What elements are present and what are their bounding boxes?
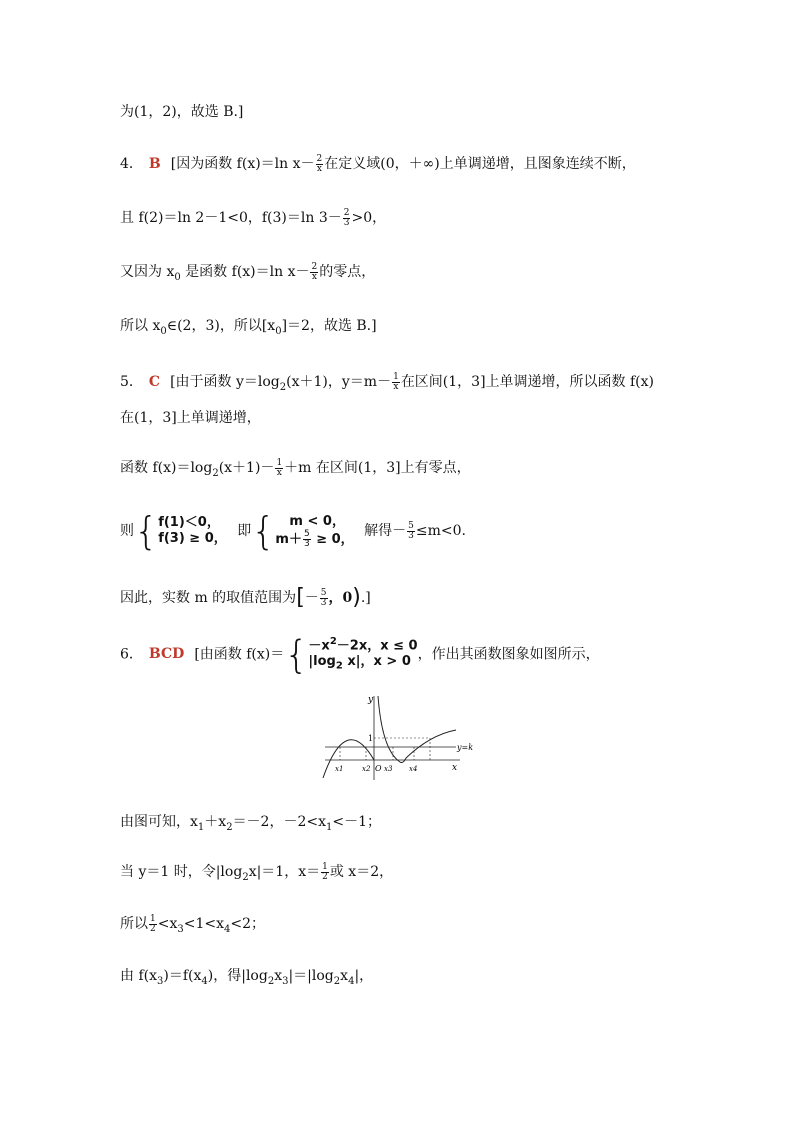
fraction: $\frac{5}{3}$ [408,520,414,541]
p4-number: 4． [120,156,143,172]
fraction: $\frac{5}{3}$ [320,587,327,608]
p6-line-1: 6． BCD [由函数 f(x)＝{ $-x^2-2x$，x ≤ 0 $|\log_2$ x|，x > 0 ，作出其函数图象如图所示， [120,632,600,677]
function-graph [320,690,480,782]
origin-label: O [375,764,382,773]
p6-line-5: 由 $f(x_3)=f(x_4)$，得$|\log_2x_3|=|\log_2x_4|$， [120,968,374,987]
one-label: 1 [368,734,374,743]
fraction: $\frac{5}{3}$ [303,529,310,549]
p5-line-1: 5． C [由于函数 $y=\log_2(x+1)$，y＝m－ $\frac{1}{x}$ 在区间(1，3]上单调递增，所以函数 f(x) [120,371,655,393]
x1-label: x1 [335,765,344,773]
brace: { [251,509,276,553]
p6-line-4: 所以 $\frac{1}{2}$ $<x_3<1<x_4<2$； [120,913,266,935]
line-label: y=k [457,743,474,752]
log-curve-right [406,730,456,758]
x3-label: x3 [384,765,393,773]
x-axis-label: x [452,763,458,773]
fraction: $\frac{1}{x}$ [276,457,283,478]
brace: { [284,632,309,677]
fraction: $\frac{1}{2}$ [150,913,156,934]
p4-line-2: 且 f(2)＝ln 2－1<0，f(3)＝ln 3－ $\frac{2}{3}$ >0， [120,207,387,228]
p5-line-2: 在(1，3]上单调递增， [120,410,261,426]
p4-line-3: 又因为 $x_0$ 是函数 f(x)＝ln x－ $\frac{2}{x}$ 的零点， [120,261,376,283]
p6-line-2: 由图可知，$x_1+x_2=-2$，$-2<x_1<-1$； [120,814,382,833]
system-1: f(1)＜0， f(3) ≥ 0， [158,515,227,546]
p5-number: 5． [120,374,143,390]
fraction: $\frac{2}{x}$ [316,153,323,174]
p4-answer: B [148,156,161,172]
p6-line-3: 当 y＝1 时，令$|\log_2x|=1$，x＝ $\frac{1}{2}$ 或 x＝2， [120,861,394,883]
p4-line-1: 4． B [因为函数 f(x)＝ln x－ $\frac{2}{x}$ 在定义域(0，＋∞)上单调递增，且图象连续不断， [120,153,636,174]
fraction: $\frac{1}{2}$ [322,861,328,882]
fraction: $\frac{2}{3}$ [343,207,350,228]
fraction: $\frac{2}{x}$ [311,261,318,282]
p5-line-5: 因此，实数 m 的取值范围为[－ $\frac{5}{3}$ ，0).] [120,585,371,610]
text-line-1: 为(1，2)，故选 B.] [120,104,244,120]
log-curve-left [378,696,406,763]
y-axis-label: y [368,695,374,705]
brace: { [134,509,159,553]
p4-line-4: 所以 $x_0\in(2$，3)，所以$[x_0]=2$，故选 B.] [120,318,377,337]
p5-line-4: 则{ f(1)＜0， f(3) ≥ 0， 即{ m < 0， m＋ $\frac{5}{3}$ ≥ 0， 解得－ $\frac{5}{3}$ ≤m<0. [120,509,466,553]
x4-label: x4 [409,765,418,773]
system-2: m < 0， m＋ $\frac{5}{3}$ ≥ 0， [275,514,354,549]
fraction: $\frac{1}{x}$ [393,371,399,392]
p6-number: 6． [120,646,143,663]
p6-answer: BCD [148,646,185,663]
p5-line-3: 函数 $f(x)=\log_2(x+1)-$ $\frac{1}{x}$ ＋m 在区间(1，3]上有零点， [120,457,471,479]
x2-label: x2 [362,765,371,773]
p5-answer: C [148,374,161,390]
piecewise-cases: $-x^2-2x$，x ≤ 0 $|\log_2$ x|，x > 0 [308,636,418,672]
